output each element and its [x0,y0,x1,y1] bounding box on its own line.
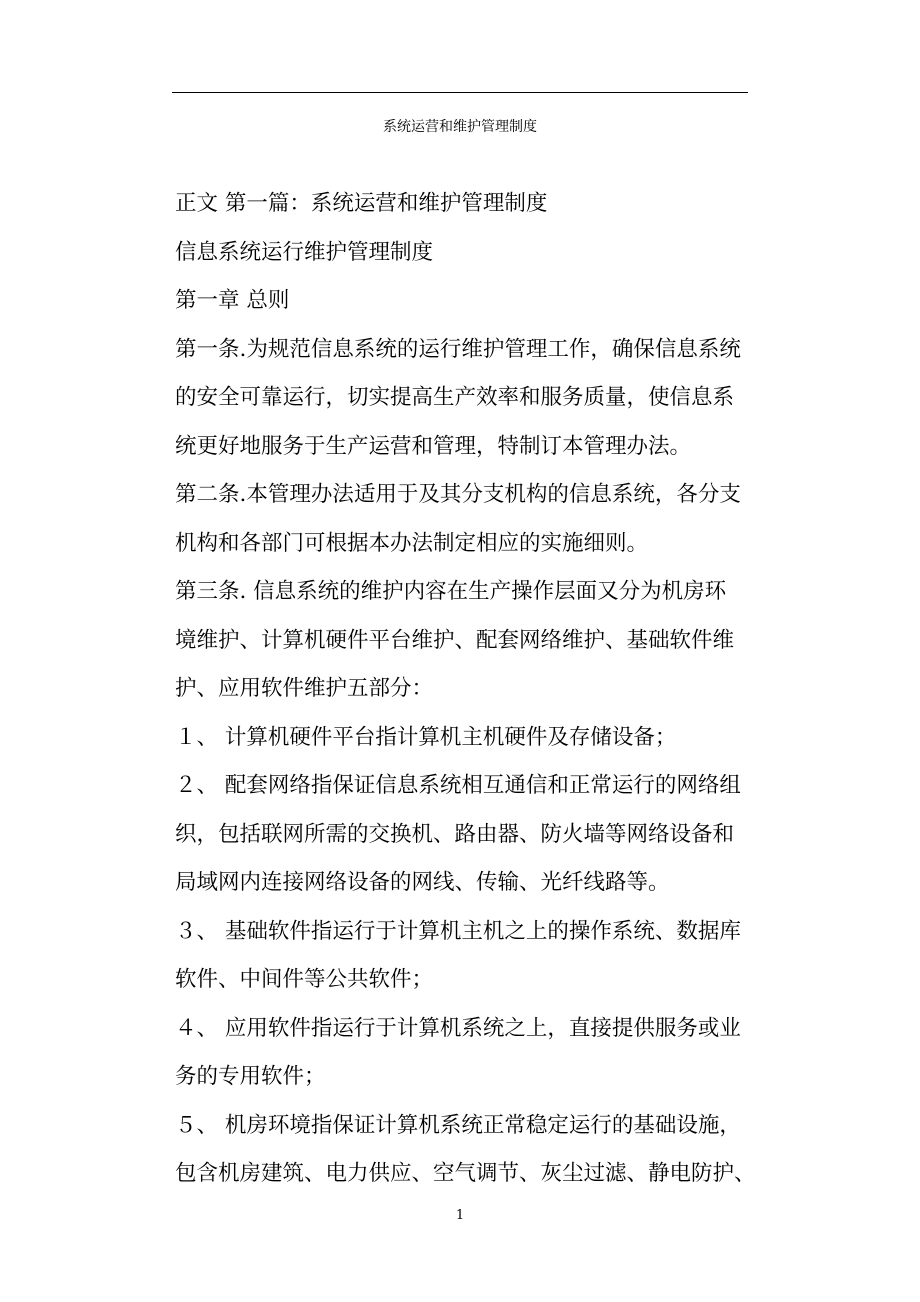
body-line: 第一章 总则 [175,288,290,313]
body-line: 机构和各部门可根据本办法制定相应的实施细则。 [175,530,649,556]
body-line: 统更好地服务于生产运营和管理，特制订本管理办法。 [175,433,692,459]
body-line: 的安全可靠运行，切实提高生产效率和服务质量，使信息系 [175,385,735,410]
body-line: 护、应用软件维护五部分： [175,676,434,701]
body-line: 第三条. 信息系统的维护内容在生产操作层面又分为机房环 [175,579,727,604]
document-body [175,180,760,1199]
header-rule [172,92,748,93]
body-line: 境维护、计算机硬件平台维护、配套网络维护、基础软件维 [175,627,735,653]
body-line: 织，包括联网所需的交换机、路由器、防火墙等网络设备和 [175,821,735,847]
body-line: 第一条.为规范信息系统的运行维护管理工作，确保信息系统 [175,336,741,362]
body-line: 正文 第一篇：系统运营和维护管理制度 [175,191,548,216]
page-number: 1 [455,1208,465,1223]
body-line: 第二条.本管理办法适用于及其分支机构的信息系统，各分支 [175,482,741,507]
body-line: 局域网内连接网络设备的网线、传输、光纤线路等。 [175,870,670,895]
body-line: ４、 应用软件指运行于计算机系统之上，直接提供服务或业 [175,1015,741,1041]
body-line: ５、 机房环境指保证计算机系统正常稳定运行的基础设施， [175,1112,741,1138]
body-line: ３、 基础软件指运行于计算机主机之上的操作系统、数据库 [175,918,741,944]
body-line: 信息系统运行维护管理制度 [175,239,434,265]
body-line: 务的专用软件； [175,1064,326,1089]
body-line: ２、 配套网络指保证信息系统相互通信和正常运行的网络组 [175,773,741,798]
body-line: 软件、中间件等公共软件； [175,967,434,992]
body-line: １、 计算机硬件平台指计算机主机硬件及存储设备； [175,724,677,750]
body-line: 包含机房建筑、电力供应、空气调节、灰尘过滤、静电防护、 [175,1161,756,1186]
running-header-title: 系统运营和维护管理制度 [383,119,537,135]
